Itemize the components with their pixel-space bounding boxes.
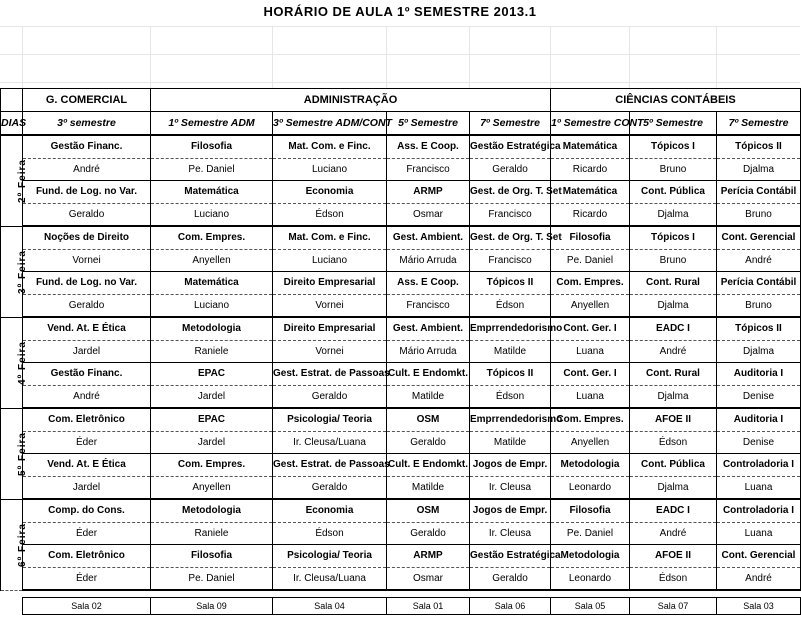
teacher-row xyxy=(1,523,801,545)
subject-cell: Tópicos II xyxy=(470,272,551,295)
day-label: 4º Feira xyxy=(16,340,28,385)
teacher-cell: Leonardo xyxy=(551,568,630,591)
subject-cell: Gestão Estratégica xyxy=(470,135,551,159)
subject-cell: Gestão Financ. xyxy=(23,363,151,386)
teacher-cell: Édson xyxy=(273,523,387,545)
subject-row xyxy=(1,408,801,432)
semester-header: 1º Semestre ADM xyxy=(151,112,273,136)
teacher-cell: Anyellen xyxy=(551,295,630,318)
subject-cell: Gestão Financ. xyxy=(23,135,151,159)
semester-header: 5º Semestre xyxy=(387,112,470,136)
subject-cell: Jogos de Empr. xyxy=(470,499,551,523)
subject-cell: Direito Empresarial xyxy=(273,317,387,341)
subject-cell: Filosofia xyxy=(551,499,630,523)
teacher-cell: Luciano xyxy=(151,295,273,318)
subject-cell: Direito Empresarial xyxy=(273,272,387,295)
blank-spreadsheet-rows xyxy=(0,26,800,88)
subject-cell: Tópicos I xyxy=(630,135,717,159)
teacher-cell: Bruno xyxy=(717,204,801,227)
subject-cell: Com. Empres. xyxy=(151,226,273,250)
teacher-cell: Jardel xyxy=(151,432,273,454)
teacher-cell: Djalma xyxy=(630,477,717,500)
room-cell: Sala 06 xyxy=(470,598,551,615)
subject-cell: EADC I xyxy=(630,499,717,523)
teacher-cell: Luciano xyxy=(273,159,387,181)
semester-header: 3º Semestre ADM/CONT xyxy=(273,112,387,136)
teacher-cell: Geraldo xyxy=(23,295,151,318)
teacher-cell: Ricardo xyxy=(551,204,630,227)
teacher-cell: Jardel xyxy=(23,341,151,363)
subject-cell: ARMP xyxy=(387,181,470,204)
subject-cell: Psicologia/ Teoria xyxy=(273,408,387,432)
teacher-row xyxy=(1,386,801,409)
day-label: 6º Feira xyxy=(16,522,28,567)
subject-cell: Comp. do Cons. xyxy=(23,499,151,523)
day-label-cell xyxy=(1,135,28,226)
subject-cell: Perícia Contábil xyxy=(717,272,801,295)
spacer-cell xyxy=(1,590,801,598)
teacher-cell: Luana xyxy=(551,341,630,363)
teacher-cell: Ir. Cleusa xyxy=(470,523,551,545)
course-header: CIÊNCIAS CONTÁBEIS xyxy=(551,89,801,112)
teacher-cell: Raniele xyxy=(151,341,273,363)
subject-row xyxy=(1,181,801,204)
teacher-cell: Geraldo xyxy=(23,204,151,227)
course-header-row xyxy=(1,89,801,112)
teacher-cell: Denise xyxy=(717,432,801,454)
teacher-row xyxy=(1,341,801,363)
subject-cell: Noções de Direito xyxy=(23,226,151,250)
subject-cell: Metodologia xyxy=(551,545,630,568)
corner-cell xyxy=(1,89,23,112)
subject-cell: Matemática xyxy=(151,181,273,204)
teacher-cell: Bruno xyxy=(717,295,801,318)
semester-header: 5º Semestre xyxy=(630,112,717,136)
teacher-cell: Francisco xyxy=(387,159,470,181)
subject-cell: Cont. Gerencial xyxy=(717,226,801,250)
day-label-cell xyxy=(1,408,28,499)
subject-cell: Gest. de Org. T. Set xyxy=(470,226,551,250)
teacher-cell: Matilde xyxy=(470,432,551,454)
subject-cell: Vend. At. E Ética xyxy=(23,317,151,341)
teacher-cell: Geraldo xyxy=(470,159,551,181)
teacher-cell: Anyellen xyxy=(151,250,273,272)
subject-cell: Gest. de Org. T. Set xyxy=(470,181,551,204)
teacher-cell: Jardel xyxy=(23,477,151,500)
teacher-cell: Anyellen xyxy=(151,477,273,500)
semester-header: 1º Semestre CONT xyxy=(551,112,630,136)
subject-cell: Economia xyxy=(273,499,387,523)
subject-cell: Gest. Ambient. xyxy=(387,317,470,341)
course-header: ADMINISTRAÇÃO xyxy=(151,89,551,112)
room-cell: Sala 02 xyxy=(23,598,151,615)
teacher-cell: Djalma xyxy=(717,341,801,363)
days-label: DIAS xyxy=(1,112,23,136)
teacher-cell: Ir. Cleusa/Luana xyxy=(273,432,387,454)
subject-cell: Com. Empres. xyxy=(151,454,273,477)
subject-cell: Controladoria I xyxy=(717,454,801,477)
room-cell: Sala 01 xyxy=(387,598,470,615)
subject-cell: Ass. E Coop. xyxy=(387,135,470,159)
subject-cell: Gest. Ambient. xyxy=(387,226,470,250)
page-title: HORÁRIO DE AULA 1º SEMESTRE 2013.1 xyxy=(263,4,537,19)
subject-cell: AFOE II xyxy=(630,408,717,432)
subject-cell: Fund. de Log. no Var. xyxy=(23,272,151,295)
teacher-cell: Geraldo xyxy=(387,523,470,545)
teacher-cell: Denise xyxy=(717,386,801,409)
teacher-cell: André xyxy=(717,250,801,272)
subject-cell: Mat. Com. e Finc. xyxy=(273,226,387,250)
teacher-cell: Édson xyxy=(273,204,387,227)
subject-cell: Cult. E Endomkt. xyxy=(387,454,470,477)
teacher-cell: André xyxy=(630,341,717,363)
semester-header: 7º Semestre xyxy=(717,112,801,136)
subject-cell: Matemática xyxy=(551,181,630,204)
teacher-cell: Éder xyxy=(23,568,151,591)
subject-cell: Cult. E Endomkt. xyxy=(387,363,470,386)
teacher-cell: Matilde xyxy=(387,477,470,500)
teacher-cell: Bruno xyxy=(630,250,717,272)
subject-cell: Economia xyxy=(273,181,387,204)
teacher-cell: Édson xyxy=(630,432,717,454)
teacher-cell: Djalma xyxy=(630,204,717,227)
teacher-cell: André xyxy=(630,523,717,545)
day-label-cell xyxy=(1,226,28,317)
teacher-cell: Matilde xyxy=(387,386,470,409)
subject-cell: Tópicos II xyxy=(470,363,551,386)
subject-row xyxy=(1,454,801,477)
teacher-cell: Luciano xyxy=(273,250,387,272)
subject-cell: Perícia Contábil xyxy=(717,181,801,204)
rooms-corner xyxy=(1,598,23,615)
teacher-cell: André xyxy=(23,159,151,181)
teacher-cell: Francisco xyxy=(387,295,470,318)
subject-cell: Ass. E Coop. xyxy=(387,272,470,295)
subject-cell: Emprrendedorismo xyxy=(470,317,551,341)
teacher-cell: Vornei xyxy=(23,250,151,272)
teacher-cell: Geraldo xyxy=(273,477,387,500)
subject-cell: Matemática xyxy=(551,135,630,159)
teacher-cell: Bruno xyxy=(630,159,717,181)
subject-cell: Filosofia xyxy=(551,226,630,250)
teacher-cell: Luana xyxy=(551,386,630,409)
subject-cell: Cont. Ger. I xyxy=(551,317,630,341)
day-label: 5º Feira xyxy=(16,431,28,476)
subject-cell: EADC I xyxy=(630,317,717,341)
subject-cell: Filosofia xyxy=(151,545,273,568)
subject-row xyxy=(1,272,801,295)
teacher-cell: Osmar xyxy=(387,568,470,591)
subject-cell: Metodologia xyxy=(151,499,273,523)
teacher-cell: Mário Arruda xyxy=(387,341,470,363)
day-label: 2º Feira xyxy=(16,158,28,203)
subject-row xyxy=(1,363,801,386)
teacher-cell: Édson xyxy=(470,386,551,409)
teacher-row xyxy=(1,477,801,500)
teacher-cell: Pe. Daniel xyxy=(551,523,630,545)
teacher-cell: Mário Arruda xyxy=(387,250,470,272)
teacher-cell: Francisco xyxy=(470,250,551,272)
rooms-row xyxy=(1,598,801,615)
teacher-cell: Matilde xyxy=(470,341,551,363)
subject-row xyxy=(1,499,801,523)
semester-header: 7º Semestre xyxy=(470,112,551,136)
room-cell: Sala 07 xyxy=(630,598,717,615)
teacher-cell: Éder xyxy=(23,523,151,545)
subject-cell: Cont. Gerencial xyxy=(717,545,801,568)
subject-cell: Cont. Pública xyxy=(630,454,717,477)
teacher-cell: Geraldo xyxy=(387,432,470,454)
subject-cell: EPAC xyxy=(151,363,273,386)
teacher-cell: Édson xyxy=(470,295,551,318)
spacer-row xyxy=(1,590,801,598)
subject-cell: Cont. Ger. I xyxy=(551,363,630,386)
teacher-cell: Ir. Cleusa xyxy=(470,477,551,500)
teacher-row xyxy=(1,204,801,227)
teacher-cell: Ricardo xyxy=(551,159,630,181)
teacher-cell: Pe. Daniel xyxy=(151,159,273,181)
teacher-cell: André xyxy=(717,568,801,591)
subject-cell: Gest. Estrat. de Passoas xyxy=(273,454,387,477)
subject-cell: Cont. Pública xyxy=(630,181,717,204)
subject-cell: Gestão Estratégica xyxy=(470,545,551,568)
teacher-cell: Geraldo xyxy=(273,386,387,409)
subject-cell: OSM xyxy=(387,499,470,523)
subject-cell: Com. Empres. xyxy=(551,272,630,295)
teacher-row xyxy=(1,159,801,181)
teacher-cell: Pe. Daniel xyxy=(151,568,273,591)
subject-cell: AFOE II xyxy=(630,545,717,568)
teacher-cell: Vornei xyxy=(273,341,387,363)
subject-cell: Tópicos II xyxy=(717,135,801,159)
schedule-table xyxy=(0,88,801,615)
subject-cell: Matemática xyxy=(151,272,273,295)
subject-row xyxy=(1,545,801,568)
subject-cell: ARMP xyxy=(387,545,470,568)
subject-cell: Tópicos I xyxy=(630,226,717,250)
teacher-cell: Pe. Daniel xyxy=(551,250,630,272)
teacher-cell: Osmar xyxy=(387,204,470,227)
teacher-row xyxy=(1,568,801,591)
course-header: G. COMERCIAL xyxy=(23,89,151,112)
subject-cell: Filosofia xyxy=(151,135,273,159)
teacher-row xyxy=(1,250,801,272)
day-label: 3º Feira xyxy=(16,249,28,294)
subject-row xyxy=(1,135,801,159)
subject-cell: Emprrendedorismo xyxy=(470,408,551,432)
teacher-cell: Djalma xyxy=(717,159,801,181)
teacher-cell: Édson xyxy=(630,568,717,591)
subject-cell: EPAC xyxy=(151,408,273,432)
subject-cell: Auditoria I xyxy=(717,363,801,386)
room-cell: Sala 04 xyxy=(273,598,387,615)
teacher-cell: Geraldo xyxy=(470,568,551,591)
room-cell: Sala 03 xyxy=(717,598,801,615)
subject-cell: Gest. Estrat. de Passoas xyxy=(273,363,387,386)
subject-cell: Controladoria I xyxy=(717,499,801,523)
subject-row xyxy=(1,226,801,250)
subject-cell: Com. Eletrônico xyxy=(23,545,151,568)
subject-cell: Jogos de Empr. xyxy=(470,454,551,477)
teacher-cell: Luciano xyxy=(151,204,273,227)
teacher-cell: Anyellen xyxy=(551,432,630,454)
semester-header: 3º semestre xyxy=(23,112,151,136)
teacher-cell: Éder xyxy=(23,432,151,454)
day-label-cell xyxy=(1,317,28,408)
subject-cell: Cont. Rural xyxy=(630,272,717,295)
teacher-row xyxy=(1,295,801,318)
teacher-cell: Djalma xyxy=(630,295,717,318)
subject-cell: Auditoria I xyxy=(717,408,801,432)
subject-cell: Mat. Com. e Finc. xyxy=(273,135,387,159)
teacher-cell: Leonardo xyxy=(551,477,630,500)
subject-cell: Psicologia/ Teoria xyxy=(273,545,387,568)
subject-cell: Fund. de Log. no Var. xyxy=(23,181,151,204)
semester-header-row xyxy=(1,112,801,136)
subject-cell: Metodologia xyxy=(151,317,273,341)
teacher-cell: Ir. Cleusa/Luana xyxy=(273,568,387,591)
teacher-cell: Jardel xyxy=(151,386,273,409)
subject-cell: Cont. Rural xyxy=(630,363,717,386)
subject-cell: Tópicos II xyxy=(717,317,801,341)
teacher-cell: Luana xyxy=(717,477,801,500)
subject-cell: Vend. At. E Ética xyxy=(23,454,151,477)
teacher-cell: André xyxy=(23,386,151,409)
teacher-cell: Luana xyxy=(717,523,801,545)
room-cell: Sala 05 xyxy=(551,598,630,615)
subject-cell: Metodologia xyxy=(551,454,630,477)
room-cell: Sala 09 xyxy=(151,598,273,615)
teacher-cell: Djalma xyxy=(630,386,717,409)
teacher-row xyxy=(1,432,801,454)
subject-cell: OSM xyxy=(387,408,470,432)
teacher-cell: Raniele xyxy=(151,523,273,545)
subject-cell: Com. Eletrônico xyxy=(23,408,151,432)
subject-cell: Com. Empres. xyxy=(551,408,630,432)
teacher-cell: Francisco xyxy=(470,204,551,227)
day-label-cell xyxy=(1,499,28,590)
subject-row xyxy=(1,317,801,341)
teacher-cell: Vornei xyxy=(273,295,387,318)
